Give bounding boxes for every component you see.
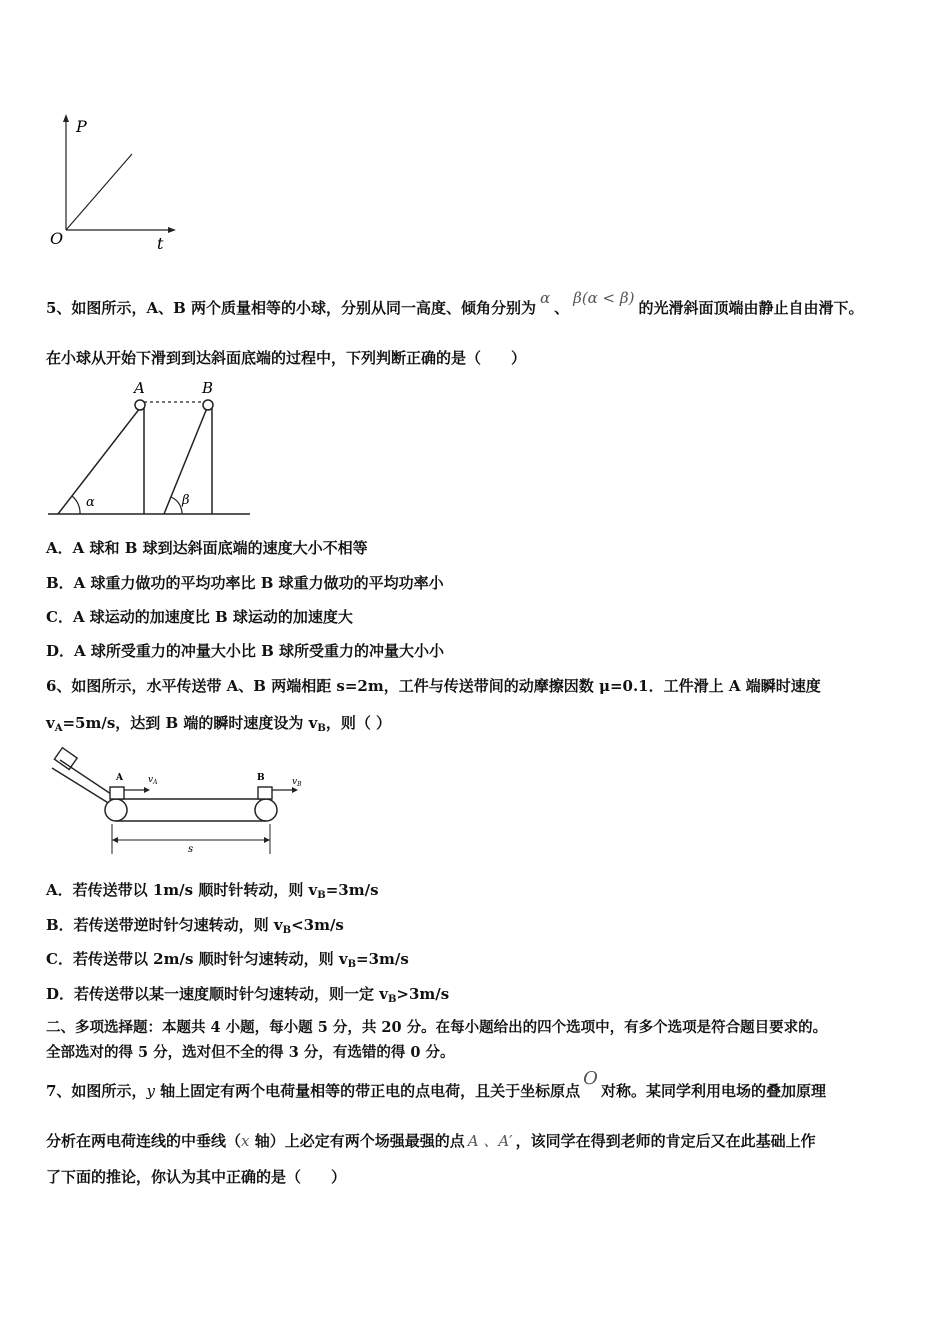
q6-option-b: B．若传送带逆时针匀速转动，则 $v_B<3m/s$ <box>46 916 344 936</box>
pulley-left <box>105 799 127 821</box>
dim-s-label: s <box>188 844 194 855</box>
q5-option-a: A．A 球和 B 球到达斜面底端的速度大小不相等 <box>46 539 368 557</box>
q5-line1-suffix: 的光滑斜面顶端由静止自由滑下。 <box>638 299 864 317</box>
q6-line2 <box>46 713 391 739</box>
q6-option-c: C．若传送带以 2m/s 顺时针匀速转动，则 $v_B=3m/s$ <box>46 950 409 970</box>
q7-line2-prefix: 分析在两电荷连线的中垂线（ <box>46 1132 242 1150</box>
p-label: P <box>76 117 87 136</box>
ball-b <box>203 400 213 410</box>
q6-va: v <box>46 714 55 732</box>
angle-beta-arc <box>171 497 182 514</box>
section2-line2: 全部选对的得 5 分，选对但不全的得 3 分，有选错的得 0 分。 <box>46 1044 455 1061</box>
q7-line2-mid: 轴）上必定有两个场强最强的点 <box>249 1132 465 1150</box>
q5-beta-expr: β(α < β) <box>573 289 635 307</box>
q6-line2-end: ，则（ ） <box>325 714 392 732</box>
section2-line1: 二、多项选择题：本题共 4 小题，每小题 5 分，共 20 分。在每小题给出的四个选项中，有多个选项是符合题目要求的。 <box>46 1019 828 1036</box>
q6-line1: 6、如图所示，水平传送带 A、B 两端相距 s=2m，工件与传送带间的动摩擦因数 μ=0.1．工件滑上 A 端瞬时速度 <box>46 677 821 695</box>
q6-option-d: D．若传送带以某一速度顺时针匀速转动，则一定 $v_B>3m/s$ <box>46 985 450 1005</box>
incline-a <box>58 408 140 514</box>
q6-va-sub: A <box>54 723 63 734</box>
q6-line2-mid: =5m/s，达到 B 端的瞬时速度设为 v <box>62 714 318 732</box>
q6-option-a: A．若传送带以 1m/s 顺时针转动，则 $v_B=3m/s$ <box>46 881 379 901</box>
t-label: t <box>157 234 164 252</box>
q7-line2-suffix: ，该同学在得到老师的肯定后又在此基础上作 <box>515 1132 816 1150</box>
q7-line1 <box>46 1068 826 1101</box>
conveyor-vb: $v_B$ <box>292 777 302 788</box>
q5-line2: 在小球从开始下滑到到达斜面底端的过程中，下列判断正确的是（ ） <box>46 349 527 367</box>
q7-line1-suffix: 对称。某同学利用电场的叠加原理 <box>600 1082 826 1100</box>
q5-line1 <box>46 289 864 318</box>
q6-conveyor-figure <box>44 746 314 862</box>
label-a: A <box>134 379 145 397</box>
q7-line1-prefix: 7、如图所示， <box>46 1082 147 1100</box>
q5-option-c: C．A 球运动的加速度比 B 球运动的加速度大 <box>46 608 353 626</box>
chute-block <box>54 748 77 770</box>
q7-line3: 了下面的推论，你认为其中正确的是（ ） <box>46 1168 347 1186</box>
q5-option-d: D．A 球所受重力的冲量大小比 B 球所受重力的冲量大小小 <box>46 642 444 660</box>
q5-incline-figure <box>44 378 254 520</box>
q7-x: x <box>241 1132 250 1150</box>
arrow-va-head <box>144 787 150 793</box>
q7-origin: O <box>583 1068 598 1089</box>
q7-points: A 、A′ <box>467 1132 513 1150</box>
dim-arrow-right <box>264 837 270 843</box>
q7-line1-mid: 轴上固定有两个电荷量相等的带正电的点电荷，且关于坐标原点 <box>154 1082 581 1100</box>
t-axis-arrow <box>168 227 176 233</box>
ball-a <box>135 400 145 410</box>
q6-vb-sub: B <box>317 723 326 734</box>
conveyor-label-a: A <box>116 773 123 783</box>
block-at-a <box>110 787 124 799</box>
q5-option-b: B．A 球重力做功的平均功率比 B 球重力做功的平均功率小 <box>46 574 444 592</box>
p-t-graph <box>44 112 184 252</box>
q7-line2 <box>46 1131 816 1151</box>
label-beta: β <box>182 493 190 508</box>
dim-arrow-left <box>112 837 118 843</box>
block-at-b <box>258 787 272 799</box>
label-b: B <box>202 379 214 397</box>
label-alpha: α <box>86 495 95 510</box>
conveyor-va: $v_A$ <box>148 775 158 786</box>
p-t-line <box>66 154 132 230</box>
q5-line1-prefix: 5、如图所示，A、B 两个质量相等的小球，分别从同一高度、倾角分别为 <box>46 299 536 317</box>
q5-sep: 、 <box>554 299 570 317</box>
pulley-right <box>255 799 277 821</box>
angle-alpha-arc <box>72 496 80 514</box>
conveyor-label-b: B <box>257 773 265 783</box>
q7-y: y <box>146 1082 155 1100</box>
origin-label: O <box>50 229 64 248</box>
p-axis-arrow <box>63 114 69 122</box>
q5-alpha: α <box>539 289 551 307</box>
